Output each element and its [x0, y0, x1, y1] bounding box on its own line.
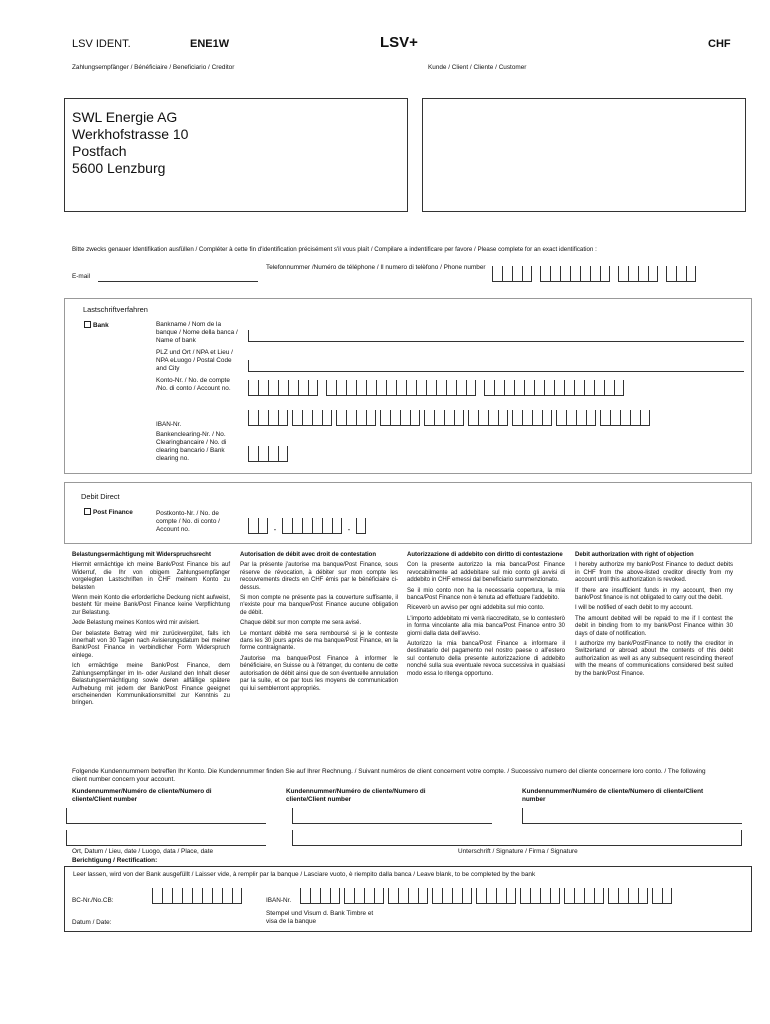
customer-number-label-3: Kundennummer/Numéro de cliente/Numero di cliente/Client number [522, 788, 704, 803]
authorization-de [72, 552, 230, 711]
auth-paragraph: Chaque débit sur mon compte me sera avisé. [240, 620, 362, 627]
phone-label: Telefonnummer /Numéro de téléphone / Il numero di telèfono / Phone number [266, 264, 486, 271]
creditor-street: Werkhofstrasse 10 [72, 126, 189, 142]
debit-direct-title: Debit Direct [81, 492, 120, 501]
customer-number-field-1[interactable] [66, 808, 266, 824]
bankname-label: Bankname / Nom de la banque / Nome della banca / Name of bank [156, 321, 238, 344]
bankname-field[interactable] [248, 330, 744, 342]
auth-paragraph: Ich ermächtige meine Bank/Post Finance, dem Zahlungsempfänger im In- oder Ausland den Inhalt dieser Belastungsermächtigung sowie deren allfällige spätere Aufhebung mit jedem der Bank/Post Finance geeignet erscheinenden Kommunikationsmittel zur Kenntnis zu bringen. [72, 663, 230, 707]
rectification-title: Berichtigung / Rectification: [72, 857, 158, 864]
bank-option-label: Bank [93, 322, 109, 329]
auth-paragraph: Riceverò un avviso per ogni addebita sul mio conto. [407, 605, 545, 612]
identification-instruction: Bitte zwecks genauer Identifikation ausfüllen / Compléter à cette fin d'identification précisément s'il vous plaît / Compilare a indentificare per favore / Please complete for an exact identification : [72, 246, 597, 253]
place-date-field[interactable] [66, 830, 266, 846]
rectification-iban-label: IBAN-Nr. [266, 897, 292, 904]
signature-field[interactable] [292, 830, 742, 846]
place-date-label: Ort, Datum / Lieu, date / Luogo, data / Place, date [72, 848, 214, 855]
auth-paragraph: Se il mio conto non ha la necessaria copertura, la mia banca/Post Finance non è tenuta ad effettuare l'addebito. [407, 587, 565, 602]
lastschrift-title: Lastschriftverfahren [83, 305, 148, 314]
rectification-note: Leer lassen, wird von der Bank ausgefüllt / Laisser vide, à remplir par la banque / Lasciare vuoto, è riempito dalla banca / Leave blank, to be completed by the bank [73, 871, 536, 878]
postkonto-separator: - [273, 525, 277, 534]
customer-number-label-1: Kundennummer/Numéro de cliente/Numero di cliente/Client number [72, 788, 212, 803]
postkonto-label: Postkonto-Nr. / No. de compte / No. di conto / Account no. [156, 510, 220, 533]
plz-city-label: PLZ und Ort / NPA et Lieu / NPA eLuogo / Postal Code and City [156, 349, 233, 372]
bc-number-label: BC-Nr./No.CB: [72, 897, 114, 904]
account-number-field[interactable] [248, 360, 624, 396]
lsv-ident-label: LSV IDENT. [72, 38, 131, 50]
auth-paragraph: I hereby authorize my bank/Post Finance to deduct debits in CHF from the above-listed creditor directly from my account until this authorization is revoked. [575, 562, 733, 584]
auth-paragraph: J'autorise ma banque/Post Finance à informer le bénéficiaire, en Suisse ou à l'étranger, du contenu de cette autorisation de débit ainsi que de son éventuelle annulation par la suite, et ce par tous les moyens de communication qui lui semblerront appropriés. [240, 655, 398, 692]
auth-paragraph: Hiermit ermächtige ich meine Bank/Post Finance bis auf Widerruf, die Ihr von obigem Zahlungsempfänger vorgelegten Lastschriften in CHF meinem Konto zu belasten [72, 562, 230, 591]
currency: CHF [708, 38, 731, 50]
phone-number-field[interactable] [492, 266, 696, 282]
bank-clearing-label: Bankenclearing-Nr. / No. Clearingbancaire / No. di clearing bancario / Bank clearing no. [156, 431, 227, 462]
customer-number-field-2[interactable] [292, 808, 492, 824]
bank-option[interactable] [84, 321, 109, 330]
auth-paragraph: The amount debited will be repaid to me if I contest the debit in binding from to my bank/Post Finance within 30 days of date of notification. [575, 615, 733, 637]
auth-paragraph: Der belastete Betrag wird mir zurückvergütet, falls ich innerhalt von 30 Tagen nach Avisierungsdatum bei meiner Bank/Post Finance in verbindlicher Form Widerspruch einlege. [72, 630, 230, 659]
lsv-ident-value: ENE1W [190, 38, 230, 50]
auth-paragraph: If there are insufficient funds in my account, then my bank/Post finance is not obligated to carry out the debit. [575, 587, 733, 602]
iban-label: IBAN-Nr. [156, 421, 182, 428]
authorization-it [407, 552, 565, 681]
auth-paragraph: Jede Belastung meines Kontos wird mir avisiert. [72, 620, 200, 627]
auth-paragraph: Autorizzo la mia banca/Post Finance a informare il destinatario del pagamento nel nostro paese o all'estero sul contenuto della presente autorizzazione di addebito nonché sulla sua eventuale revoca successiva in qualsiasi modo essa lo ritenga opportuno. [407, 641, 565, 677]
postfinance-option[interactable] [84, 508, 133, 517]
postfinance-checkbox[interactable] [84, 508, 91, 515]
authorization-heading-fr: Autorisation de débit avec droit de contestation [240, 552, 377, 558]
account-number-label: Konto-Nr. / No. de compte /No. di conto / Account no. [156, 377, 231, 392]
postkonto-field[interactable] [248, 518, 366, 534]
iban-field[interactable] [248, 410, 650, 426]
bc-number-field[interactable] [152, 888, 242, 904]
bank-stamp-label: Stempel und Visum d. Bank Timbre et visa de la banque [266, 910, 374, 925]
rectification-iban-field[interactable] [300, 888, 672, 904]
customer-number-label-2: Kundennummer/Numéro de cliente/Numero di cliente/Client number [286, 788, 426, 803]
authorization-fr [240, 552, 398, 696]
authorization-heading-de: Belastungsermächtigung mit Widerspruchsrecht [72, 552, 211, 558]
creditor-city: 5600 Lenzburg [72, 160, 166, 176]
authorization-heading-en: Debit authorization with right of objection [575, 552, 694, 558]
rectification-date-label: Datum / Date: [72, 919, 112, 926]
customer-address-box[interactable] [422, 98, 746, 212]
email-label: E-mail [72, 273, 91, 280]
postkonto-separator: - [347, 525, 351, 534]
postfinance-option-label: Post Finance [93, 509, 133, 516]
creditor-name: SWL Energie AG [72, 109, 178, 125]
customer-number-intro: Folgende Kundennummern betreffen Ihr Konto. Die Kundennummer finden Sie auf Ihrer Rechnung. / Suivant numéros de client concernent votre compte. / Successivo numero del cliente concernere loro conto. / The following client number concern your account. [72, 768, 706, 783]
auth-paragraph: Le montant débité me sera remboursé si je le conteste dans les 30 jours après de ma banque/Post Finance, en la forme contraignante. [240, 630, 398, 652]
auth-paragraph: Si mon compte ne présente pas la couverture suffisante, il n'existe pour ma banque/Post Finance aucune obligation de débit. [240, 595, 398, 616]
creditor-pobox: Postfach [72, 143, 127, 159]
email-field[interactable] [98, 272, 258, 282]
customer-number-field-3[interactable] [522, 808, 742, 824]
auth-paragraph: L'importo addebitato mi verrà riaccreditato, se lo contesterò in forma vincolante alla mia banca/Post Finance entro 30 giorni dalla data dell'avviso. [407, 615, 565, 637]
auth-paragraph: Par la présente j'autorise ma banque/Post Finance, sous réserve de révocation, à débiter sur mon compte les recouvrements directs en CHF émis par le bénéficiaire ci-dessus. [240, 562, 398, 591]
creditor-caption: Zahlungsempfänger / Bénéficiaire / Beneficiario / Creditor [72, 64, 235, 71]
auth-paragraph: I authorize my bank/PostFinance to notify the creditor in Switzerland or abroad about the contents of this debit authorization as well as any subsequent rescinding thereof with the means of communications considered best suited by the bank/Post Finance. [575, 641, 733, 677]
auth-paragraph: Wenn mein Konto die erforderliche Deckung nicht aufweist, besteht für meine Bank/Post Finance keine Verpflichtung zur Belastung. [72, 595, 230, 616]
authorization-en [575, 552, 733, 681]
signature-label: Unterschrift / Signature / Firma / Signature [458, 848, 578, 855]
authorization-heading-it: Autorizzazione di addebito con diritto di contestazione [407, 552, 563, 558]
bank-clearing-field[interactable] [248, 446, 288, 462]
auth-paragraph: Con la presente autorizzo la mia banca/Post Finance revocabilmente ad addebitare sul mio conto gli avvisi di addebito in CHF emessi dal beneficiario summenzionato. [407, 562, 565, 584]
bank-checkbox[interactable] [84, 321, 91, 328]
page-title: LSV+ [380, 34, 418, 51]
creditor-address-box [64, 98, 408, 212]
auth-paragraph: I will be notified of each debit to my account. [575, 605, 693, 612]
customer-caption: Kunde / Client / Cliente / Customer [428, 64, 527, 71]
